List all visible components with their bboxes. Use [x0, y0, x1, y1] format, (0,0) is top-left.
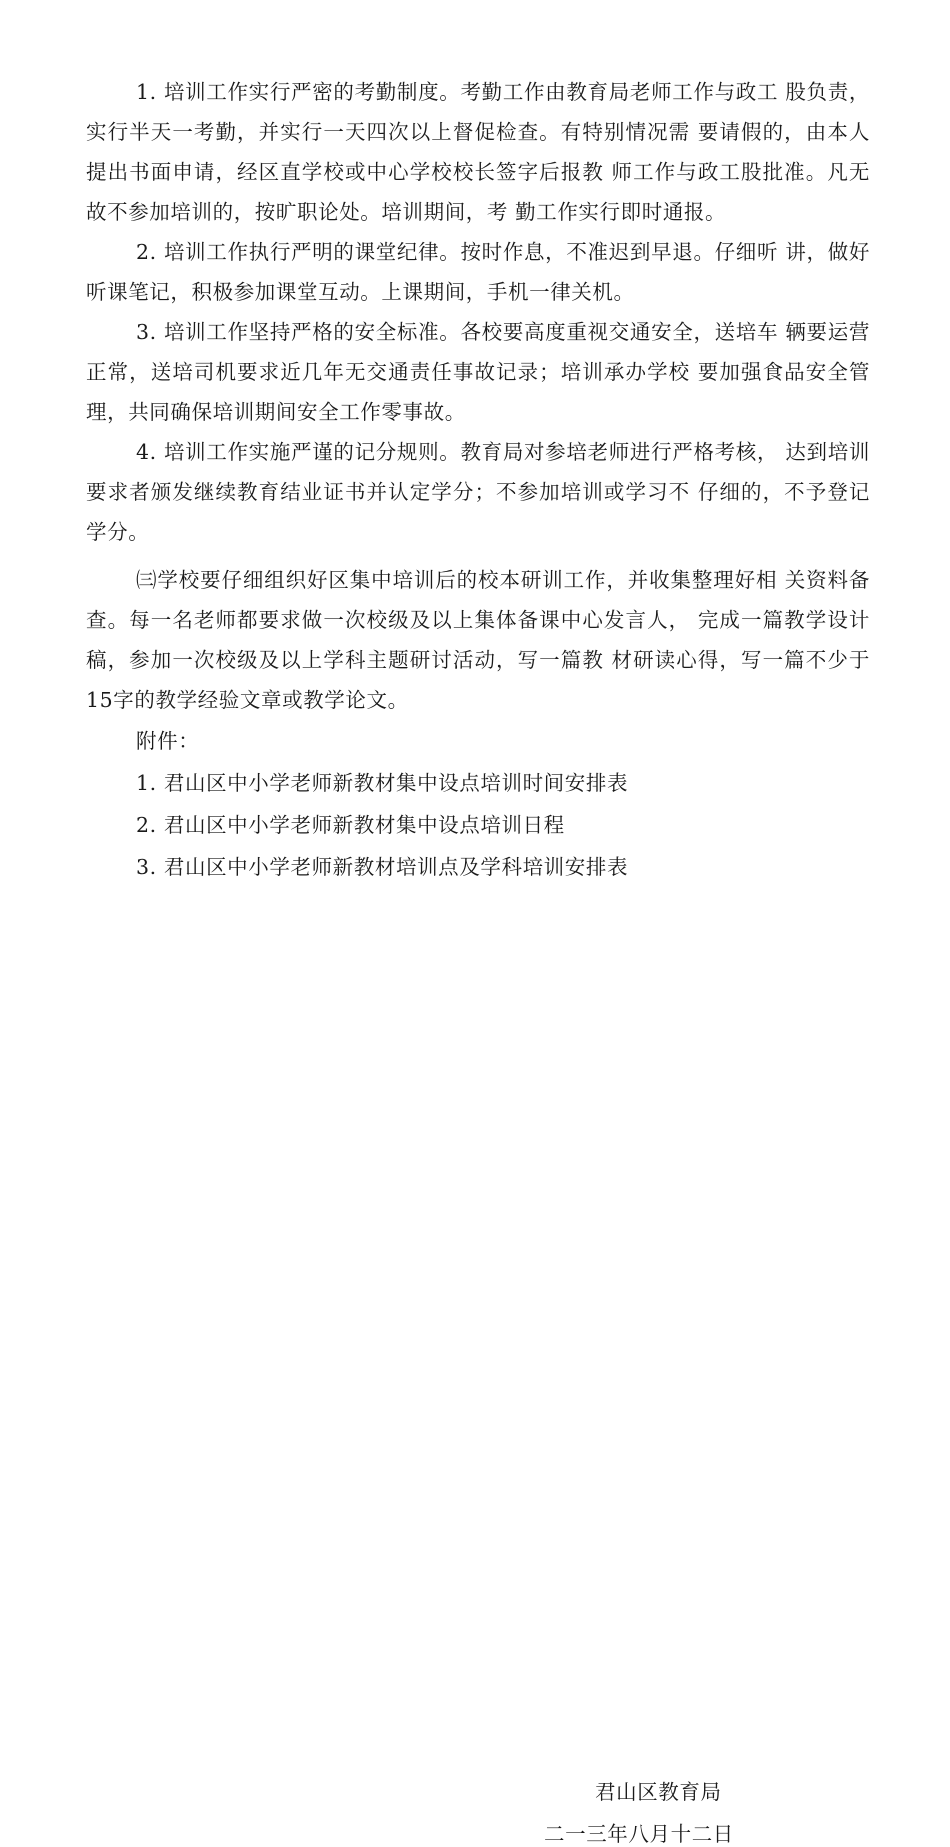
attachment-item-1: 1. 君山区中小学老师新教材集中设点培训时间安排表: [136, 771, 629, 795]
rule-paragraph-2: 2. 培训工作执行严明的课堂纪律。按时作息，不准迟到早退。仔细听 讲，做好听课笔记，积极参加课堂互动。上课期间，手机一律关机。: [86, 240, 870, 304]
attachment-item-2: 2. 君山区中小学老师新教材集中设点培训日程: [136, 813, 565, 837]
rule-paragraph-3: 3. 培训工作坚持严格的安全标准。各校要高度重视交通安全，送培车 辆要运营正常，送培司机要求近几年无交通责任事故记录；培训承办学校 要加强食品安全管理，共同确保培训期间安全工作零事故。: [86, 320, 870, 424]
signature-date: 二一三年八月十二日: [544, 1822, 734, 1846]
document-page: [86, 72, 870, 1846]
rule-paragraph-1: 1. 培训工作实行严密的考勤制度。考勤工作由教育局老师工作与政工 股负责，实行半天一考勤，并实行一天四次以上督促检查。有特别情况需 要请假的，由本人提出书面申请，经区直学校或中心学校校长签字后报教 师工作与政工股批准。凡无故不参加培训的，按旷职论处。培训期间，考 勤工作实行即时通报。: [86, 80, 870, 224]
attachments-block: [86, 720, 870, 888]
signature-org: 君山区教育局: [595, 1780, 722, 1804]
attachments-title: 附件：: [136, 729, 200, 753]
section-3-paragraph: ㈢学校要仔细组织好区集中培训后的校本研训工作，并收集整理好相 关资料备查。每一名老师都要求做一次校级及以上集体备课中心发言人， 完成一篇教学设计稿，参加一次校级及以上学科主题研讨活动，写一篇教 材研读心得，写一篇不少于15字的教学经验文章或教学论文。: [86, 568, 870, 712]
rule-paragraph-4: 4. 培训工作实施严谨的记分规则。教育局对参培老师进行严格考核， 达到培训要求者颁发继续教育结业证书并认定学分；不参加培训或学习不 仔细的，不予登记学分。: [86, 440, 870, 544]
attachment-item-3: 3. 君山区中小学老师新教材培训点及学科培训安排表: [136, 855, 629, 879]
